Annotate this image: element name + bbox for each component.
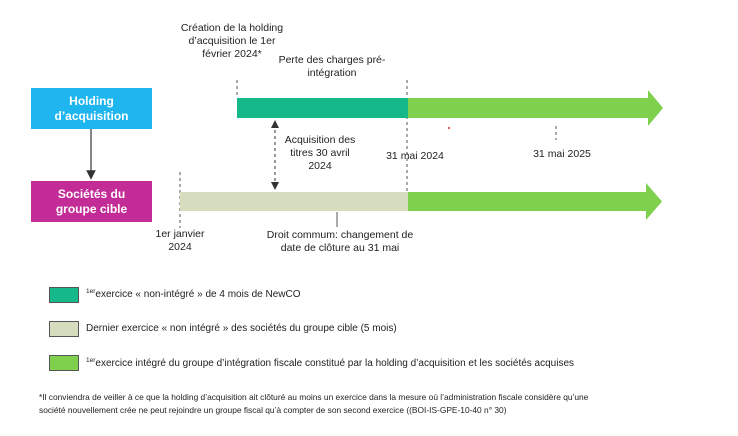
holding-first-exercise-bar: [237, 98, 408, 118]
legend-swatch-green: [49, 355, 79, 371]
legend-item-3-text: exercice intégré du groupe d’intégration fiscale constitué par la holding d’acquisition et les sociétés acquises: [95, 358, 575, 369]
holding-label: Holding d’acquisition: [54, 93, 129, 123]
legend-item-1-sup: 1er: [86, 288, 96, 295]
targets-last-exercise-bar: [180, 192, 408, 211]
legend-item-1: [86, 288, 301, 302]
label-droit-commun: Droit commum: changement de date de clôture au 31 mai: [266, 229, 414, 254]
legend-swatch-teal: [49, 287, 79, 303]
label-creation: Création de la holding d’acquisition le 1er février 2024*: [180, 22, 284, 60]
legend-item-2-text: Dernier exercice « non intégré » des sociétés du groupe cible (5 mois): [86, 323, 397, 334]
footnote-line-1: *Il conviendra de veiller à ce que la holding d’acquisition ait clôturé au moins un exercice dans la mesure où l’administration fiscale considère qu’une: [39, 392, 589, 402]
legend-item-2: [86, 322, 397, 336]
legend-swatch-beige: [49, 321, 79, 337]
legend-item-3: [86, 357, 574, 371]
targets-integrated-arrow: [408, 183, 662, 220]
label-jan-2024: 1er janvier 2024: [155, 228, 205, 253]
footnote-line-2: société nouvellement crée ne peut rejoindre un groupe fiscal qu’à compter de son second exercice ((BOI-IS-GPE-10-40 n° 30): [39, 405, 507, 415]
label-may-2025: 31 mai 2025: [533, 148, 591, 160]
marker-dot: [448, 127, 450, 129]
label-perte: Perte des charges pré-intégration: [278, 54, 386, 79]
targets-label: Sociétés du groupe cible: [55, 186, 128, 216]
label-may-2024: 31 mai 2024: [386, 150, 444, 162]
label-acquisition: Acquisition des titres 30 avril 2024: [284, 134, 356, 172]
legend-item-1-text: exercice « non-intégré » de 4 mois de NewCO: [95, 289, 301, 300]
holding-integrated-arrow: [408, 90, 663, 126]
legend-item-3-sup: 1er: [86, 357, 96, 364]
